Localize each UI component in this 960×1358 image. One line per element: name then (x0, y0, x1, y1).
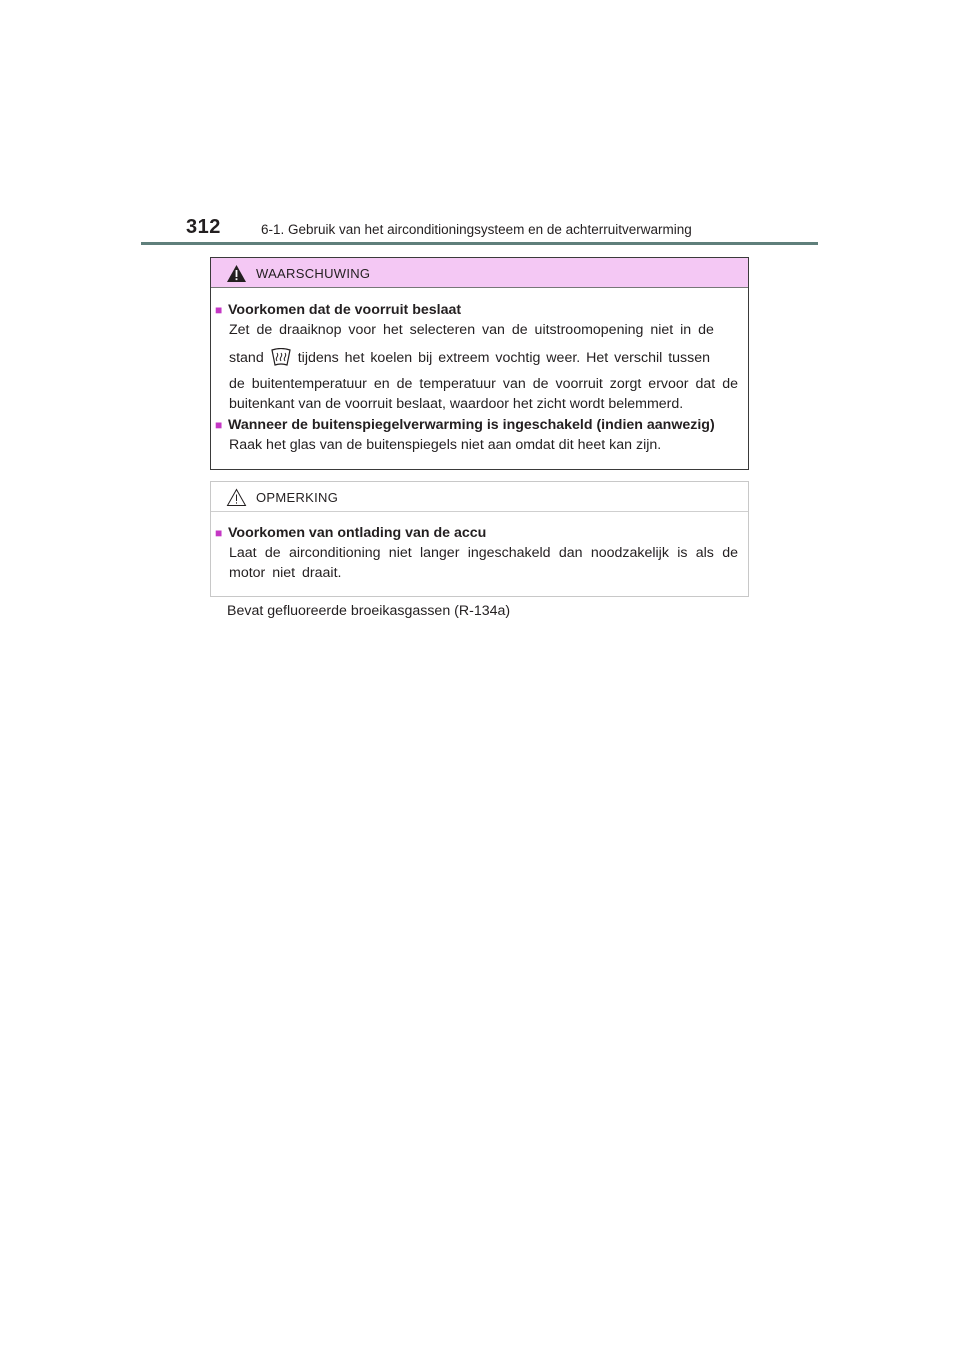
warning-header (211, 258, 748, 288)
refrigerant-note: Bevat gefluoreerde broeikasgassen (R-134a) (227, 603, 511, 619)
warning-triangle-filled-icon (226, 264, 247, 283)
note-item-text: Laat de airconditioning niet langer ingeschakeld dan noodzakelijk is als de motor niet draait. (229, 545, 738, 581)
warning-triangle-outline-icon (226, 488, 247, 507)
bullet: ■ (215, 303, 223, 317)
note-box (210, 481, 749, 597)
warning-item-text: Zet de draaiknop voor het selecteren van de uitstroomopening niet in de (229, 322, 714, 338)
page-number: 312 (186, 216, 221, 238)
bullet: ■ (215, 418, 223, 432)
warning-item-title: ■ Voorkomen dat de voorruit beslaat (215, 302, 462, 318)
note-label: OPMERKING (256, 490, 339, 505)
note-header (211, 482, 748, 512)
warning-item-text: Raak het glas van de buitenspiegels niet aan omdat dit heet kan zijn. (229, 437, 662, 453)
windshield-defroster-icon (270, 348, 292, 368)
warning-item-text-line2: stand tijdens het koelen bij extreem vochtig weer. Het verschil tussen (229, 350, 711, 366)
note-item-title: ■ Voorkomen van ontlading van de accu (215, 525, 487, 541)
header-rule (141, 242, 818, 245)
warning-box (210, 257, 749, 470)
warning-label: WAARSCHUWING (256, 266, 371, 281)
warning-item-title: ■ Wanneer de buitenspiegelverwarming is ingeschakeld (indien aanwezig) (215, 417, 715, 433)
warning-item-text-rest: de buitentemperatuur en de temperatuur van de voorruit zorgt ervoor dat de buitenkant van de voorruit beslaat, waardoor het zicht wordt belemmerd. (229, 376, 738, 412)
bullet: ■ (215, 526, 223, 540)
section-title: 6-1. Gebruik van het airconditioningsysteem en de achterruitverwarming (261, 222, 692, 237)
